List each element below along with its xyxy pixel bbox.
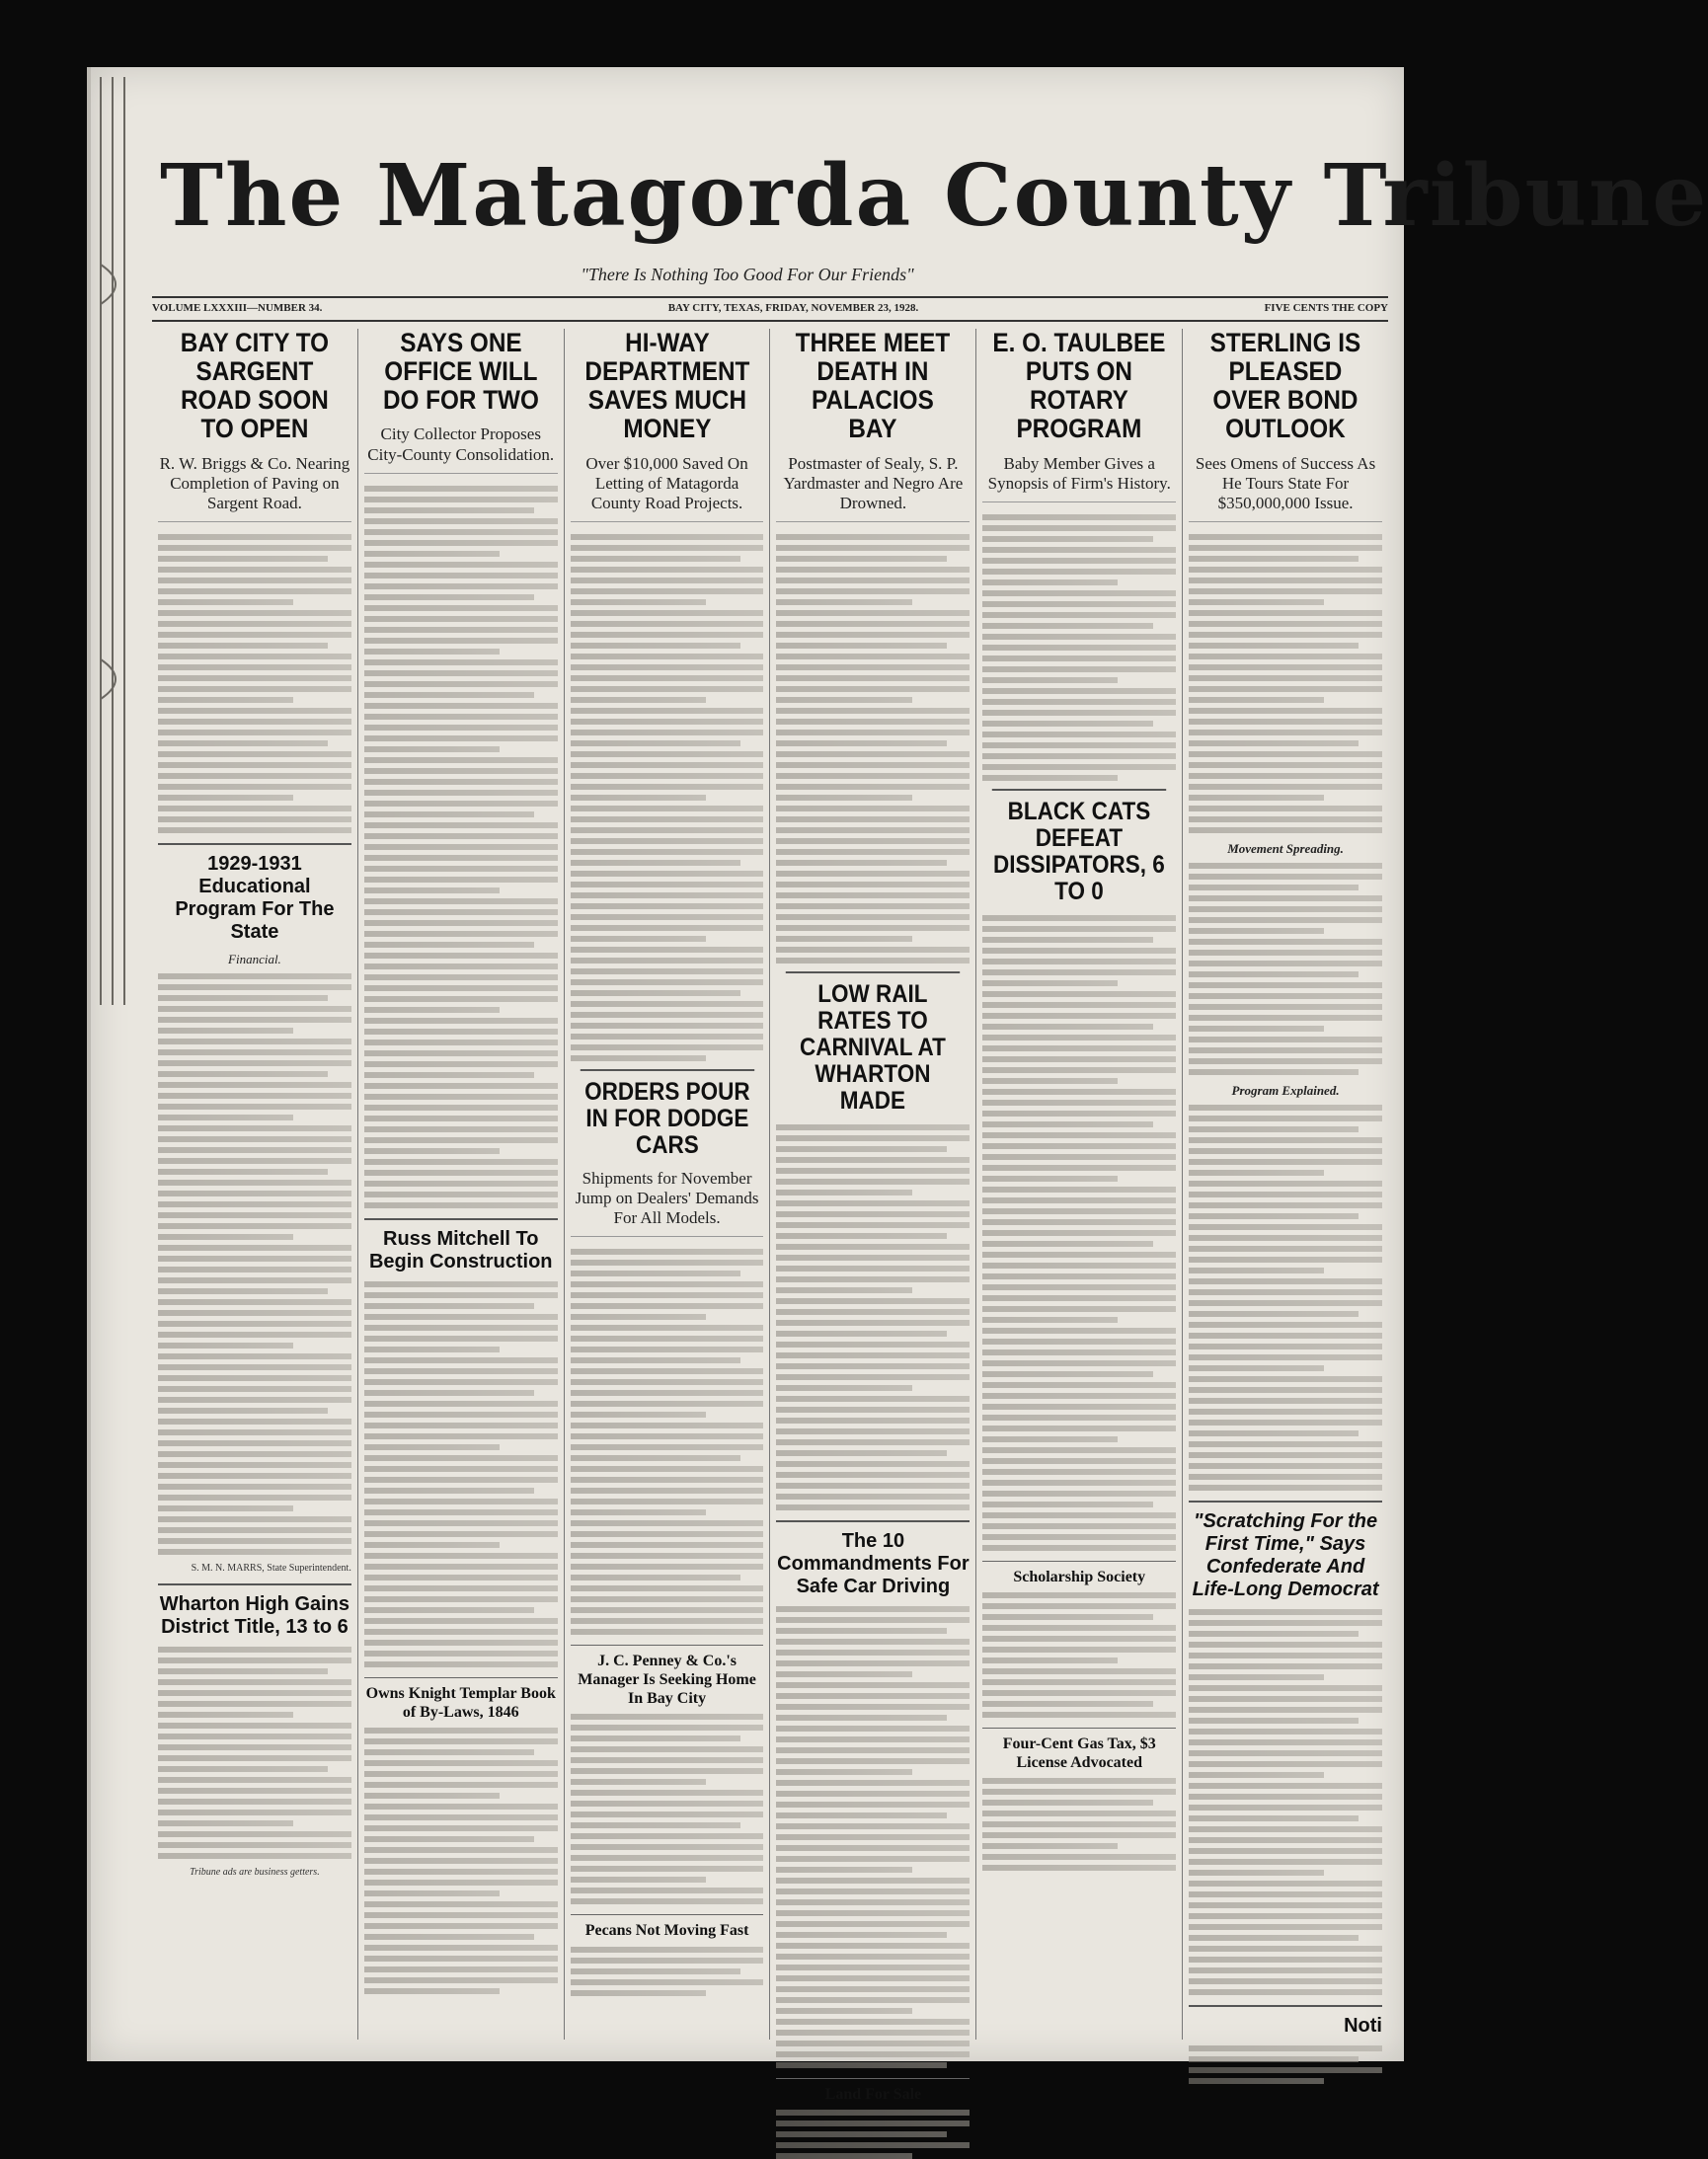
masthead-rule [152, 296, 1388, 298]
article-body-wharton-high [158, 1647, 351, 1859]
headline-pecans: Pecans Not Moving Fast [571, 1914, 764, 1940]
column-4 [770, 328, 976, 2103]
deck-palacios-bay: Postmaster of Sealy, S. P. Yardmaster and Negro Are Drowned. [776, 454, 970, 522]
headline-penney-manager: J. C. Penney & Co.'s Manager Is Seeking Home In Bay City [571, 1645, 764, 1709]
article-columns [152, 328, 1388, 2103]
article-body-taulbee [982, 514, 1176, 781]
deck-hiway-department: Over $10,000 Saved On Letting of Matagorda County Road Projects. [571, 454, 764, 522]
article-body-sterling-2 [1189, 863, 1382, 1075]
dateline-bar [152, 302, 1388, 314]
article-body-russ-mitchell [364, 1281, 558, 1667]
column-2 [358, 329, 565, 2040]
deck-one-office: City Collector Proposes City-County Consolidation. [364, 424, 558, 473]
article-body-knight-templar [364, 1728, 558, 1994]
column-6 [1183, 329, 1388, 2040]
signature-superintendent: S. M. N. MARRS, State Superintendent. [191, 1562, 351, 1574]
headline-palacios-bay: THREE MEET DEATH IN PALACIOS BAY [796, 328, 951, 444]
headline-confederate: "Scratching For the First Time," Says Confederate And Life-Long Democrat [1189, 1501, 1382, 1601]
headline-sargent-road: BAY CITY TO SARGENT ROAD SOON TO OPEN [180, 328, 330, 444]
issue-date: BAY CITY, TEXAS, FRIDAY, NOVEMBER 23, 1928. [667, 302, 919, 314]
article-body-scholarship-society [982, 1592, 1176, 1718]
article-body-palacios-bay [776, 534, 970, 964]
article-body-gas-tax [982, 1778, 1176, 1871]
volume-number: VOLUME LXXXIII—NUMBER 34. [152, 302, 323, 314]
subhead-financial: Financial. [228, 951, 281, 966]
headline-rail-rates: LOW RAIL RATES TO CARNIVAL AT WHARTON MADE [786, 971, 960, 1115]
dateline-rule [152, 320, 1388, 322]
headline-knight-templar: Owns Knight Templar Book of By-Laws, 1846 [364, 1677, 558, 1722]
headline-russ-mitchell: Russ Mitchell To Begin Construction [364, 1218, 558, 1273]
article-body-confederate [1189, 1609, 1382, 1995]
article-body-sargent-road [158, 534, 351, 833]
column-3 [565, 329, 771, 2040]
article-body-penney-manager [571, 1714, 764, 1904]
column-1 [152, 329, 358, 2040]
headline-wharton-high: Wharton High Gains District Title, 13 to 6 [158, 1583, 351, 1639]
subhead-program-explained: Program Explained. [1231, 1082, 1340, 1098]
headline-notice-partial: Noti [1189, 2005, 1382, 2038]
article-body-ten-commandments [776, 1606, 970, 2068]
article-body-black-cats [982, 915, 1176, 1551]
article-body-notice [1189, 2045, 1382, 2084]
subhead-movement-spreading: Movement Spreading. [1227, 840, 1344, 856]
footer-ad-notice: Tribune ads are business getters. [190, 1866, 320, 1878]
headline-sterling: STERLING IS PLEASED OVER BOND OUTLOOK [1209, 328, 1361, 444]
article-body-dodge-cars [571, 1249, 764, 1635]
deck-taulbee: Baby Member Gives a Synopsis of Firm's History. [982, 454, 1176, 502]
headline-ten-commandments: The 10 Commandments For Safe Car Driving [776, 1520, 970, 1598]
headline-hiway-department: HI-WAY DEPARTMENT SAVES MUCH MONEY [584, 328, 750, 444]
masthead-motto: "There Is Nothing Too Good For Our Friends" [581, 265, 914, 284]
masthead-title: The Matagorda County Tribune [160, 146, 1708, 246]
article-body-sterling [1189, 534, 1382, 833]
headline-scholarship-society: Scholarship Society [982, 1561, 1176, 1586]
headline-educational-program: 1929-1931 Educational Program For The State [158, 843, 351, 944]
column-5 [976, 329, 1183, 2040]
headline-dodge-cars: ORDERS POUR IN FOR DODGE CARS [580, 1069, 753, 1159]
deck-sargent-road: R. W. Briggs & Co. Nearing Completion of Paving on Sargent Road. [158, 454, 351, 522]
article-body-rail-rates [776, 1124, 970, 1510]
headline-land-for-sale: Land For Sale [776, 2078, 970, 2104]
article-body-sterling-3 [1189, 1105, 1382, 1491]
article-body-pecans [571, 1947, 764, 1996]
issue-price: FIVE CENTS THE COPY [1264, 302, 1388, 314]
article-body-one-office [364, 486, 558, 1208]
headline-gas-tax: Four-Cent Gas Tax, $3 License Advocated [982, 1728, 1176, 1772]
article-body-hiway-department [571, 534, 764, 1061]
article-body-land-for-sale [776, 2110, 970, 2159]
deck-dodge-cars: Shipments for November Jump on Dealers' Demands For All Models. [571, 1169, 764, 1237]
headline-one-office: SAYS ONE OFFICE WILL DO FOR TWO [382, 328, 539, 416]
deck-sterling: Sees Omens of Success As He Tours State For $350,000,000 Issue. [1189, 454, 1382, 522]
article-body-educational-program [158, 973, 351, 1555]
newspaper-page [87, 67, 1708, 2103]
headline-black-cats: BLACK CATS DEFEAT DISSIPATORS, 6 TO 0 [992, 789, 1166, 905]
headline-taulbee: E. O. TAULBEE PUTS ON ROTARY PROGRAM [992, 328, 1166, 444]
